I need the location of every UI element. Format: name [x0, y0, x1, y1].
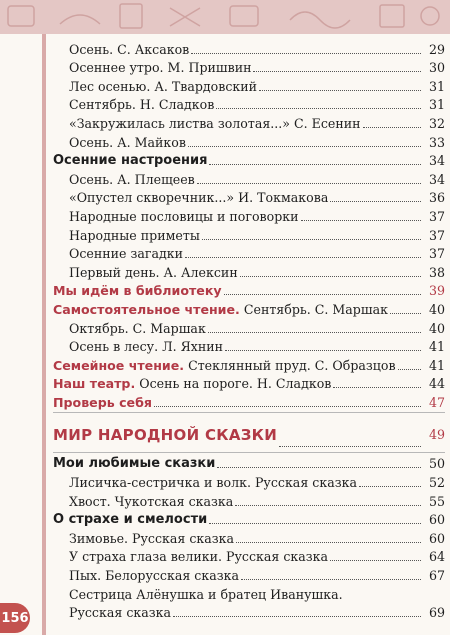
leader-dots	[333, 387, 421, 388]
chapter-heading	[53, 419, 445, 451]
toc-page-number: 69	[428, 605, 445, 621]
toc-entry-label: Наш театр.	[53, 376, 136, 392]
toc-page-number: 38	[428, 264, 445, 280]
toc-entry	[53, 355, 445, 374]
leader-dots	[279, 446, 421, 447]
page-number-badge: 156	[0, 603, 30, 633]
toc-entry	[53, 299, 445, 318]
leader-dots	[208, 332, 421, 333]
toc-entry	[53, 337, 445, 356]
leader-dots	[185, 257, 421, 258]
toc-entry-text: Сентябрь. С. Маршак	[243, 301, 388, 317]
divider-line	[53, 452, 445, 453]
toc-entry-title: Хвост. Чукотская сказка	[69, 493, 234, 509]
toc-entry-title: Зимовье. Русская сказка	[69, 530, 235, 546]
toc-entry-title: Осень. А. Майков	[69, 134, 186, 150]
left-margin-rule	[42, 34, 46, 635]
leader-dots	[259, 90, 421, 91]
toc-entry-title: Проверь себя	[53, 394, 152, 410]
toc-entry-title: Осенние загадки	[69, 246, 183, 262]
toc-entry-title: Октябрь. С. Маршак	[69, 320, 206, 336]
toc-entry-title: «Закружилась листва золотая...» С. Есенин	[69, 115, 361, 131]
toc-entry	[53, 95, 445, 114]
toc-entry	[53, 392, 445, 411]
toc-page-number: 60	[428, 530, 445, 546]
leader-dots	[217, 467, 421, 468]
toc-entry-title: Сестрица Алёнушка и братец Иванушка.	[69, 586, 343, 602]
toc-page-number: 39	[428, 283, 445, 299]
toc-page-number: 41	[428, 339, 445, 355]
toc-entry-title: Сентябрь. Н. Сладков	[69, 97, 215, 113]
toc-entry	[53, 565, 445, 584]
toc-page-number: 33	[428, 134, 445, 150]
toc-entry-title: Осеннее утро. М. Пришвин	[69, 60, 252, 76]
leader-dots	[224, 294, 421, 295]
toc-entry-title	[53, 302, 388, 318]
leader-dots	[236, 542, 421, 543]
toc-entry	[53, 584, 445, 603]
table-of-contents	[53, 39, 445, 621]
leader-dots	[241, 579, 421, 580]
leader-dots	[390, 313, 421, 314]
toc-page-number: 47	[428, 394, 445, 410]
toc-entry-title: У страха глаза велики. Русская сказка	[69, 549, 329, 565]
leader-dots	[202, 239, 421, 240]
leader-dots	[398, 369, 421, 370]
leader-dots	[209, 164, 421, 165]
leader-dots	[191, 53, 421, 54]
toc-entry	[53, 113, 445, 132]
toc-page-number: 32	[428, 115, 445, 131]
leader-dots	[209, 523, 421, 524]
toc-entry	[53, 528, 445, 547]
leader-dots	[330, 560, 421, 561]
toc-page-number: 36	[428, 190, 445, 206]
toc-entry	[53, 281, 445, 300]
toc-entry	[53, 472, 445, 491]
leader-dots	[188, 146, 421, 147]
leader-dots	[216, 108, 421, 109]
book-pattern-icon	[0, 0, 450, 34]
toc-entry	[53, 510, 445, 529]
toc-entry	[53, 262, 445, 281]
toc-entry-title: Лисичка-сестричка и волк. Русская сказка	[69, 475, 357, 491]
toc-page-number: 30	[428, 60, 445, 76]
toc-page-number: 60	[428, 512, 445, 528]
toc-page-number: 44	[428, 376, 445, 392]
toc-entry-title: Народные приметы	[69, 227, 200, 243]
leader-dots	[330, 201, 421, 202]
leader-dots	[240, 276, 421, 277]
toc-entry	[53, 318, 445, 337]
toc-entry	[53, 151, 445, 170]
toc-entry	[53, 603, 445, 622]
toc-page-number: 67	[428, 568, 445, 584]
toc-entry	[53, 244, 445, 263]
toc-entry	[53, 76, 445, 95]
leader-dots	[363, 127, 421, 128]
toc-entry-title: Осень. А. Плещеев	[69, 171, 195, 187]
toc-entry	[53, 58, 445, 77]
leader-dots	[225, 350, 421, 351]
toc-entry-title: Лес осенью. А. Твардовский	[69, 78, 258, 94]
leader-dots	[235, 505, 421, 506]
toc-page-number: 31	[428, 78, 445, 94]
leader-dots	[359, 486, 421, 487]
toc-entry-title: МИР НАРОДНОЙ СКАЗКИ	[53, 425, 278, 444]
toc-entry	[53, 374, 445, 393]
toc-entry	[53, 206, 445, 225]
divider-line	[53, 412, 445, 413]
leader-dots	[197, 183, 421, 184]
toc-entry-title: Осенние настроения	[53, 153, 208, 169]
toc-entry-title: Народные пословицы и поговорки	[69, 208, 299, 224]
toc-entry-title: Мои любимые сказки	[53, 456, 216, 472]
leader-dots	[173, 616, 421, 617]
toc-entry	[53, 454, 445, 473]
toc-page-number: 34	[428, 153, 445, 169]
leader-dots	[301, 220, 421, 221]
toc-entry-title: «Опустел скворечник...» И. Токмакова	[69, 190, 329, 206]
toc-entry-text: Осень на пороге. Н. Сладков	[139, 376, 332, 392]
toc-entry	[53, 188, 445, 207]
toc-page-number: 34	[428, 171, 445, 187]
toc-entry-text: Стеклянный пруд. С. Образцов	[188, 357, 396, 373]
toc-page-number: 40	[428, 320, 445, 336]
toc-entry-title: Осень в лесу. Л. Яхнин	[69, 339, 224, 355]
toc-entry	[53, 491, 445, 510]
toc-page-number: 64	[428, 549, 445, 565]
toc-entry-label: Самостоятельное чтение.	[53, 301, 240, 317]
toc-page-number: 31	[428, 97, 445, 113]
toc-page-number: 29	[428, 41, 445, 57]
toc-entry	[53, 39, 445, 58]
toc-page-number: 52	[428, 475, 445, 491]
toc-page-number: 55	[428, 493, 445, 509]
toc-entry-label: Семейное чтение.	[53, 357, 185, 373]
toc-page-number: 49	[428, 426, 445, 442]
toc-page-number: 37	[428, 208, 445, 224]
toc-page-number: 40	[428, 301, 445, 317]
toc-entry	[53, 225, 445, 244]
leader-dots	[253, 71, 421, 72]
toc-entry	[53, 132, 445, 151]
toc-entry	[53, 169, 445, 188]
toc-entry-title: Русская сказка	[69, 605, 171, 621]
toc-page-number: 50	[428, 456, 445, 472]
header-decoration-band	[0, 0, 450, 34]
toc-entry-title: Пых. Белорусская сказка	[69, 568, 239, 584]
toc-entry-title: Первый день. А. Алексин	[69, 264, 238, 280]
toc-page-number: 41	[428, 357, 445, 373]
toc-page-number: 37	[428, 227, 445, 243]
toc-entry-title	[53, 358, 396, 374]
toc-entry-title: Осень. С. Аксаков	[69, 41, 190, 57]
toc-entry-title: О страхе и смелости	[53, 512, 208, 528]
leader-dots	[154, 406, 421, 407]
toc-entry-title	[53, 376, 331, 392]
toc-entry-title: Мы идём в библиотеку	[53, 283, 222, 299]
toc-page-number: 37	[428, 246, 445, 262]
toc-entry	[53, 547, 445, 566]
